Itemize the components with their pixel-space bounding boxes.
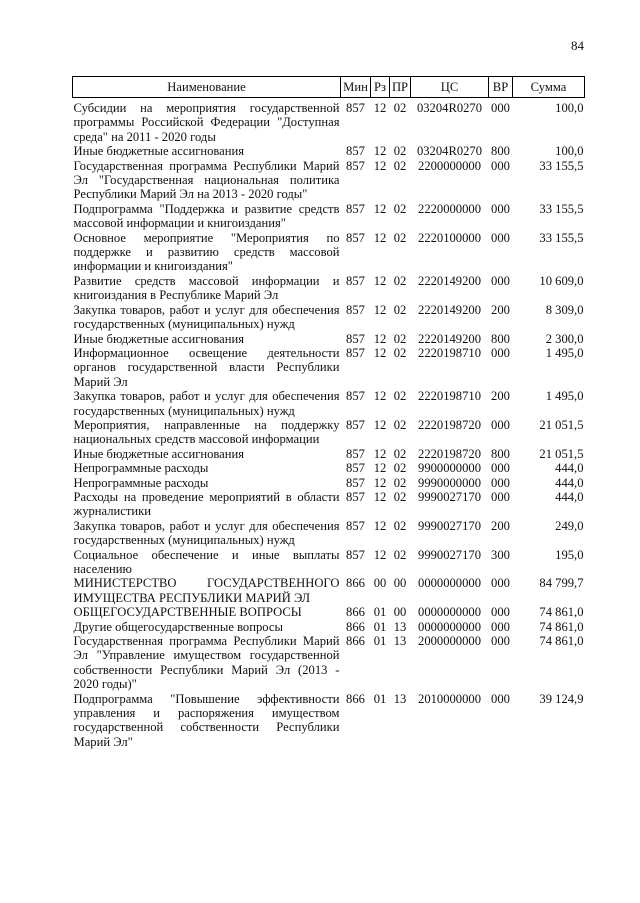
- row-sum: 74 861,0: [539, 605, 584, 620]
- table-row: [73, 620, 585, 634]
- row-sum: 100,0: [555, 144, 584, 159]
- table-row: [73, 548, 585, 577]
- row-name: Государственная программа Республики Марий Эл "Управление имуществом государственной собственности Республики Марий Эл (2013 - 2020 годы)": [73, 634, 340, 692]
- table-row: [73, 202, 585, 231]
- row-name: Субсидии на мероприятия государственной программы Российской Федерации "Доступная среда" на 2011 - 2020 годы: [73, 101, 340, 144]
- row-rz: 12: [373, 461, 387, 476]
- row-min: 857: [346, 158, 365, 173]
- row-sum: 10 609,0: [539, 273, 584, 288]
- row-vr: 000: [491, 201, 510, 216]
- row-vr: 800: [491, 331, 510, 346]
- row-vr: 000: [491, 619, 510, 634]
- row-sum: 39 124,9: [539, 691, 584, 706]
- row-name: Расходы на проведение мероприятий в области журналистики: [73, 489, 340, 519]
- row-pr: 02: [393, 461, 407, 476]
- row-vr: 200: [491, 518, 510, 533]
- table-row: [73, 159, 585, 202]
- row-vr: 000: [491, 634, 510, 649]
- row-pr: 13: [393, 634, 407, 649]
- row-cs: 2220100000: [418, 230, 481, 245]
- header-min: Мин: [341, 77, 371, 98]
- row-pr: 13: [393, 691, 407, 706]
- row-sum: 21 051,5: [539, 446, 584, 461]
- row-cs: 2220000000: [418, 201, 481, 216]
- row-name: Иные бюджетные ассигнования: [73, 144, 245, 159]
- row-cs: 0000000000: [418, 576, 481, 591]
- row-pr: 02: [393, 230, 407, 245]
- row-rz: 12: [373, 331, 387, 346]
- row-sum: 2 300,0: [545, 331, 584, 346]
- row-vr: 800: [491, 144, 510, 159]
- row-sum: 249,0: [555, 518, 584, 533]
- row-rz: 12: [373, 518, 387, 533]
- row-vr: 000: [491, 691, 510, 706]
- table-row: [73, 231, 585, 274]
- row-cs: 0000000000: [418, 605, 481, 620]
- row-cs: 2010000000: [418, 691, 481, 706]
- row-pr: 02: [393, 547, 407, 562]
- row-name: Государственная программа Республики Марий Эл "Государственная национальная политика Республики Марий Эл на 2013 - 2020 годы": [73, 158, 340, 202]
- row-cs: 2220198720: [418, 446, 481, 461]
- row-vr: 200: [491, 302, 510, 317]
- row-sum: 1 495,0: [545, 345, 584, 360]
- row-vr: 000: [491, 576, 510, 591]
- row-name: Развитие средств массовой информации и книгоиздания в Республике Марий Эл: [73, 273, 340, 303]
- row-pr: 02: [393, 101, 407, 115]
- row-min: 857: [346, 101, 365, 115]
- row-min: 857: [346, 230, 365, 245]
- row-pr: 13: [393, 619, 407, 634]
- row-rz: 12: [373, 230, 387, 245]
- header-name: Наименование: [73, 77, 341, 98]
- row-rz: 12: [373, 489, 387, 504]
- row-vr: 000: [491, 605, 510, 620]
- row-name: МИНИСТЕРСТВО ГОСУДАРСТВЕННОГО ИМУЩЕСТВА РЕСПУБЛИКИ МАРИЙ ЭЛ: [73, 576, 340, 605]
- row-cs: 03204R0270: [416, 144, 483, 159]
- row-min: 857: [346, 461, 365, 476]
- table-row: [73, 519, 585, 548]
- row-pr: 02: [393, 201, 407, 216]
- row-cs: 2200000000: [418, 158, 481, 173]
- table-row: [73, 332, 585, 346]
- row-pr: 02: [393, 273, 407, 288]
- row-min: 857: [346, 547, 365, 562]
- row-sum: 33 155,5: [539, 230, 584, 245]
- table-row: [73, 576, 585, 605]
- row-cs: 9990027170: [418, 547, 481, 562]
- row-name: Закупка товаров, работ и услуг для обеспечения государственных (муниципальных) нужд: [73, 518, 340, 548]
- row-cs: 9990027170: [418, 489, 481, 504]
- row-vr: 000: [491, 230, 510, 245]
- row-sum: 33 155,5: [539, 158, 584, 173]
- row-vr: 000: [491, 475, 510, 490]
- row-pr: 02: [393, 158, 407, 173]
- table-row: [73, 418, 585, 447]
- row-sum: 444,0: [555, 489, 584, 504]
- row-vr: 800: [491, 446, 510, 461]
- row-sum: 195,0: [555, 547, 584, 562]
- table-row: [73, 346, 585, 389]
- row-cs: 2220198710: [418, 389, 481, 404]
- row-min: 857: [346, 273, 365, 288]
- row-vr: 000: [491, 101, 510, 115]
- table-row: [73, 144, 585, 158]
- row-cs: 0000000000: [418, 619, 481, 634]
- table-row: [73, 274, 585, 303]
- table-row: [73, 389, 585, 418]
- row-name: Непрограммные расходы: [73, 475, 209, 490]
- row-min: 866: [346, 605, 365, 620]
- header-sum: Сумма: [513, 77, 585, 98]
- row-pr: 02: [393, 302, 407, 317]
- row-sum: 33 155,5: [539, 201, 584, 216]
- row-cs: 2000000000: [418, 634, 481, 649]
- row-name: Непрограммные расходы: [73, 461, 209, 476]
- row-name: Закупка товаров, работ и услуг для обеспечения государственных (муниципальных) нужд: [73, 302, 340, 332]
- table-row: [73, 447, 585, 461]
- row-sum: 74 861,0: [539, 634, 584, 649]
- row-rz: 01: [373, 605, 387, 620]
- row-name: Подпрограмма "Повышение эффективности управления и распоряжения имуществом государственной собственности Республики Марий Эл": [73, 691, 340, 749]
- row-vr: 200: [491, 389, 510, 404]
- row-cs: 2220198710: [418, 345, 481, 360]
- row-cs: 03204R0270: [416, 101, 483, 115]
- row-vr: 000: [491, 461, 510, 476]
- table-row: [73, 476, 585, 490]
- row-name: Информационное освещение деятельности органов государственной власти Республики Марий Эл: [73, 345, 340, 389]
- row-min: 857: [346, 144, 365, 159]
- row-name: Социальное обеспечение и иные выплаты населению: [73, 547, 340, 576]
- row-name: Закупка товаров, работ и услуг для обеспечения государственных (муниципальных) нужд: [73, 389, 340, 418]
- row-sum: 21 051,5: [539, 417, 584, 432]
- row-pr: 00: [393, 605, 407, 620]
- row-min: 857: [346, 475, 365, 490]
- table-row: [73, 98, 585, 145]
- row-vr: 000: [491, 489, 510, 504]
- budget-table: [72, 76, 585, 749]
- row-cs: 2220149200: [418, 302, 481, 317]
- row-pr: 02: [393, 417, 407, 432]
- row-vr: 000: [491, 345, 510, 360]
- row-rz: 01: [373, 634, 387, 649]
- row-sum: 84 799,7: [539, 576, 584, 591]
- row-min: 857: [346, 389, 365, 404]
- row-sum: 1 495,0: [545, 389, 584, 404]
- row-sum: 444,0: [555, 475, 584, 490]
- row-rz: 12: [373, 144, 387, 159]
- row-cs: 2220198720: [418, 417, 481, 432]
- row-cs: 9900000000: [418, 461, 481, 476]
- row-name: Подпрограмма "Поддержка и развитие средств массовой информации и книгоиздания": [73, 201, 340, 231]
- row-min: 857: [346, 489, 365, 504]
- row-pr: 02: [393, 389, 407, 404]
- row-sum: 74 861,0: [539, 619, 584, 634]
- row-rz: 12: [373, 101, 387, 115]
- row-min: 866: [346, 619, 365, 634]
- row-rz: 01: [373, 691, 387, 706]
- row-pr: 02: [393, 446, 407, 461]
- row-min: 857: [346, 302, 365, 317]
- row-vr: 000: [491, 273, 510, 288]
- row-name: Основное мероприятие "Мероприятия по поддержке и развитию средств массовой информации и книгоиздания": [73, 230, 340, 274]
- row-vr: 300: [491, 547, 510, 562]
- row-cs: 9990000000: [418, 475, 481, 490]
- row-rz: 12: [373, 158, 387, 173]
- table-row: [73, 634, 585, 692]
- row-min: 857: [346, 417, 365, 432]
- row-min: 866: [346, 576, 365, 591]
- row-rz: 12: [373, 302, 387, 317]
- header-pr: ПР: [390, 77, 411, 98]
- row-rz: 12: [373, 547, 387, 562]
- row-name: Мероприятия, направленные на поддержку национальных средств массовой информации: [73, 417, 340, 447]
- table-row: [73, 692, 585, 750]
- row-rz: 12: [373, 273, 387, 288]
- row-sum: 444,0: [555, 461, 584, 476]
- row-cs: 2220149200: [418, 273, 481, 288]
- table-row: [73, 605, 585, 619]
- row-cs: 2220149200: [418, 331, 481, 346]
- row-name: Другие общегосударственные вопросы: [73, 619, 283, 634]
- row-rz: 00: [373, 576, 387, 591]
- row-name: Иные бюджетные ассигнования: [73, 331, 245, 346]
- row-vr: 000: [491, 158, 510, 173]
- row-rz: 12: [373, 446, 387, 461]
- row-rz: 12: [373, 475, 387, 490]
- header-cs: ЦС: [411, 77, 489, 98]
- row-pr: 02: [393, 345, 407, 360]
- row-pr: 02: [393, 144, 407, 159]
- row-sum: 8 309,0: [545, 302, 584, 317]
- row-rz: 12: [373, 417, 387, 432]
- row-min: 857: [346, 331, 365, 346]
- page-number: 84: [571, 38, 584, 53]
- header-rz: Рз: [371, 77, 390, 98]
- row-rz: 12: [373, 389, 387, 404]
- row-sum: 100,0: [555, 101, 584, 115]
- row-min: 857: [346, 345, 365, 360]
- row-cs: 9990027170: [418, 518, 481, 533]
- row-pr: 02: [393, 331, 407, 346]
- row-name: Иные бюджетные ассигнования: [73, 446, 245, 461]
- row-min: 857: [346, 201, 365, 216]
- header-vr: ВР: [489, 77, 513, 98]
- row-min: 866: [346, 634, 365, 649]
- row-min: 857: [346, 518, 365, 533]
- row-pr: 00: [393, 576, 407, 591]
- table-body: [73, 98, 585, 750]
- table-row: [73, 303, 585, 332]
- row-vr: 000: [491, 417, 510, 432]
- row-name: ОБЩЕГОСУДАРСТВЕННЫЕ ВОПРОСЫ: [73, 605, 302, 620]
- table-row: [73, 490, 585, 519]
- row-rz: 12: [373, 345, 387, 360]
- table-row: [73, 461, 585, 475]
- row-rz: 01: [373, 619, 387, 634]
- row-pr: 02: [393, 518, 407, 533]
- row-rz: 12: [373, 201, 387, 216]
- row-pr: 02: [393, 489, 407, 504]
- row-min: 857: [346, 446, 365, 461]
- row-min: 866: [346, 691, 365, 706]
- table-header-row: [73, 77, 585, 98]
- row-pr: 02: [393, 475, 407, 490]
